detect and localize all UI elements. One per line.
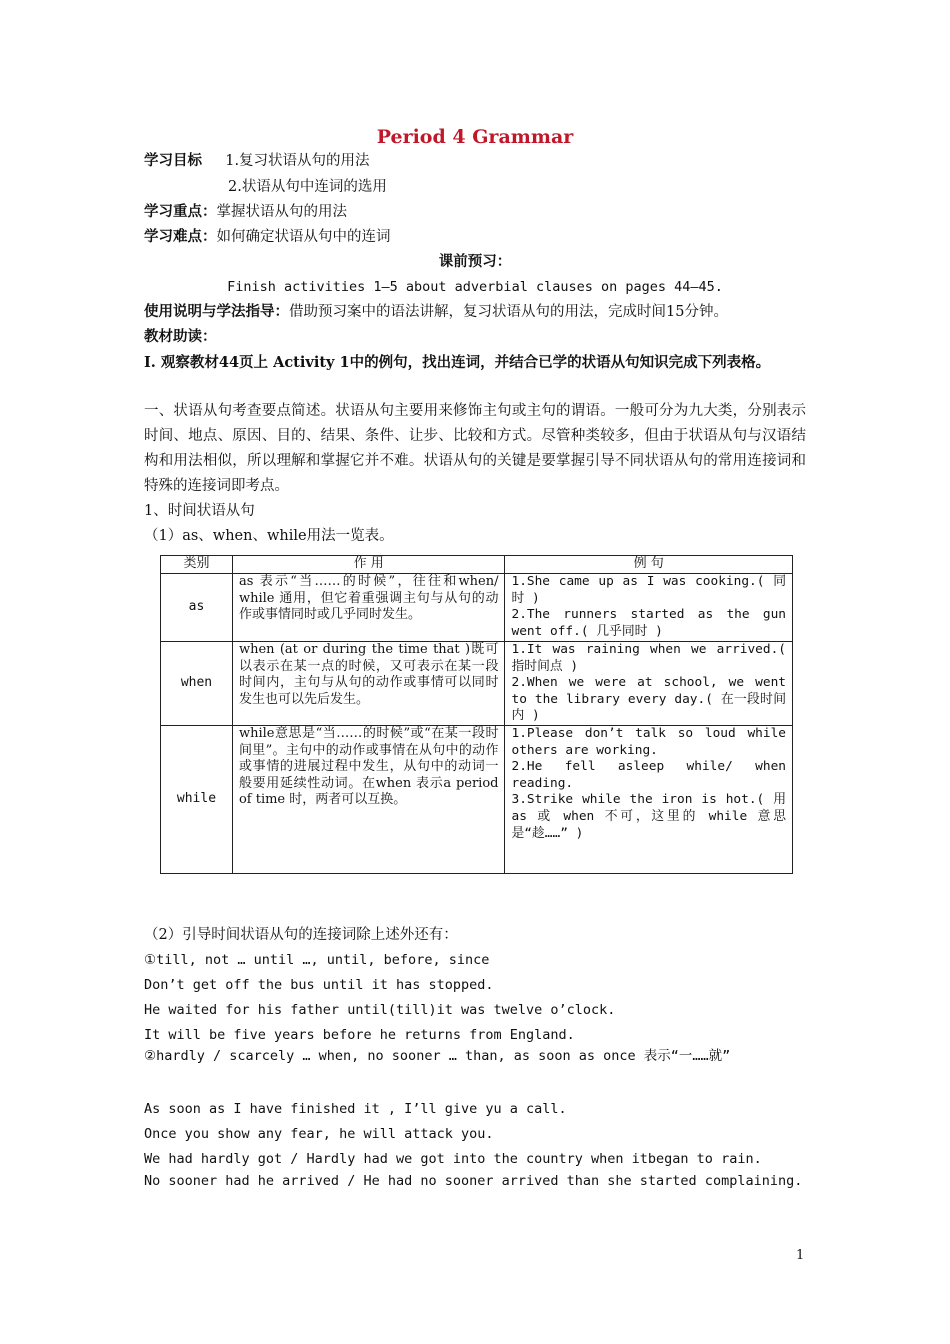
- usage-cell: when (at or during the time that )既可以表示在某一点的时候，又可表示在某一段时间内，主句与从句的动作或事情可以同时发生也可以先后发生。: [232, 642, 505, 726]
- example-sentence: 1.She came up as I was cooking.( 同时 ): [511, 574, 786, 606]
- example-line: Don’t get off the bus until it has stopped.: [144, 977, 494, 993]
- objectives: [144, 152, 370, 170]
- difficulty-text: 如何确定状语从句中的连词: [216, 229, 391, 245]
- conjunction-group-2: ②hardly / scarcely … when, no sooner … than, as soon as once 表示“一……就”: [144, 1048, 731, 1064]
- task-1: I. 观察教材44页上 Activity 1中的例句，找出连词，并结合已学的状语从句知识完成下列表格。: [144, 354, 771, 371]
- example-line: No sooner had he arrived / He had no sooner arrived than she started complaining.: [144, 1173, 803, 1189]
- example-sentence: 2.He fell asleep while/ when reading.: [511, 759, 786, 791]
- difficulty: [144, 228, 391, 246]
- examples-cell: [505, 574, 793, 642]
- example-line: As soon as I have finished it , I’ll give yu a call.: [144, 1101, 567, 1117]
- example-sentence: 2.The runners started as the gun went off.( 几乎同时 ): [511, 607, 786, 639]
- example-line: He waited for his father until(till)it was twelve o’clock.: [144, 1002, 616, 1018]
- category-cell: when: [161, 642, 233, 726]
- example-sentence: 3.Strike while the iron is hot.( 用 as 或 when 不可，这里的 while 意思是“趁……” ): [511, 792, 786, 841]
- objective-2: 2.状语从句中连词的选用: [228, 179, 387, 195]
- guide-heading: 教材助读：: [144, 328, 217, 345]
- usage-cell: while意思是“当……的时候”或“在某一段时间里”。主句中的动作或事情在从句中的动作或事情的进展过程中发生，从句中的动词一般要用延续性动词。在when 表示a period of time 时，两者可以互换。: [232, 726, 505, 874]
- usage-table: [160, 555, 793, 874]
- table-row: [161, 642, 793, 726]
- header-category: 类别: [161, 556, 233, 574]
- intro-paragraph: 一、状语从句考查要点简述。状语从句主要用来修饰主句或主句的谓语。一般可分为九大类，分别表示时间、地点、原因、目的、结果、条件、让步、比较和方式。尽管种类较多，但由于状语从句与汉语结构和用法相似，所以理解和掌握它并不难。状语从句的关键是要掌握引导不同状语从句的常用连接词和特殊的连接词即考点。: [144, 403, 806, 494]
- category-cell: while: [161, 726, 233, 874]
- examples-cell: [505, 642, 793, 726]
- objectives-label: 学习目标: [144, 152, 202, 169]
- instructions-text: 借助预习案中的语法讲解，复习状语从句的用法，完成时间15分钟。: [289, 304, 728, 320]
- conjunction-group-1: ①till, not … until …, until, before, since: [144, 952, 490, 968]
- section-1-heading: 1、时间状语从句: [144, 503, 255, 519]
- preview-heading: 课前预习：: [438, 253, 512, 270]
- example-line: Once you show any fear, he will attack you.: [144, 1126, 494, 1142]
- table-row: [161, 574, 793, 642]
- example-line: We had hardly got / Hardly had we got into the country when itbegan to rain.: [144, 1151, 762, 1167]
- table-row: [161, 726, 793, 874]
- instructions: [144, 303, 728, 321]
- page-number: 1: [796, 1248, 805, 1263]
- page-title: Period 4 Grammar: [376, 126, 574, 148]
- key-point-text: 掌握状语从句的用法: [216, 204, 347, 220]
- example-sentence: 1.Please don’t talk so loud while others are working.: [511, 726, 786, 758]
- objective-1: 1.复习状语从句的用法: [225, 153, 370, 169]
- difficulty-label: 学习难点：: [144, 228, 217, 245]
- header-examples: 例 句: [505, 556, 793, 574]
- subsection-2: （2）引导时间状语从句的连接词除上述外还有：: [144, 927, 458, 943]
- key-point: [144, 203, 347, 221]
- subsection-1: （1）as、when、while用法一览表。: [144, 528, 394, 544]
- instructions-label: 使用说明与学法指导：: [144, 303, 289, 320]
- key-point-label: 学习重点：: [144, 203, 217, 220]
- example-sentence: 1.It was raining when we arrived.( 指时间点 ): [511, 642, 786, 674]
- example-sentence: 2.When we were at school, we went to the library every day.( 在一段时间内 ): [511, 675, 786, 724]
- header-usage: 作 用: [232, 556, 505, 574]
- usage-cell: as 表示“当……的时候”，往往和when/ while 通用，但它着重强调主句与从句的动作或事情同时或几乎同时发生。: [232, 574, 505, 642]
- category-cell: as: [161, 574, 233, 642]
- examples-cell: [505, 726, 793, 874]
- table-header-row: [161, 556, 793, 574]
- preview-text: Finish activities 1—5 about adverbial clauses on pages 44—45.: [227, 279, 723, 295]
- example-line: It will be five years before he returns from England.: [144, 1027, 575, 1043]
